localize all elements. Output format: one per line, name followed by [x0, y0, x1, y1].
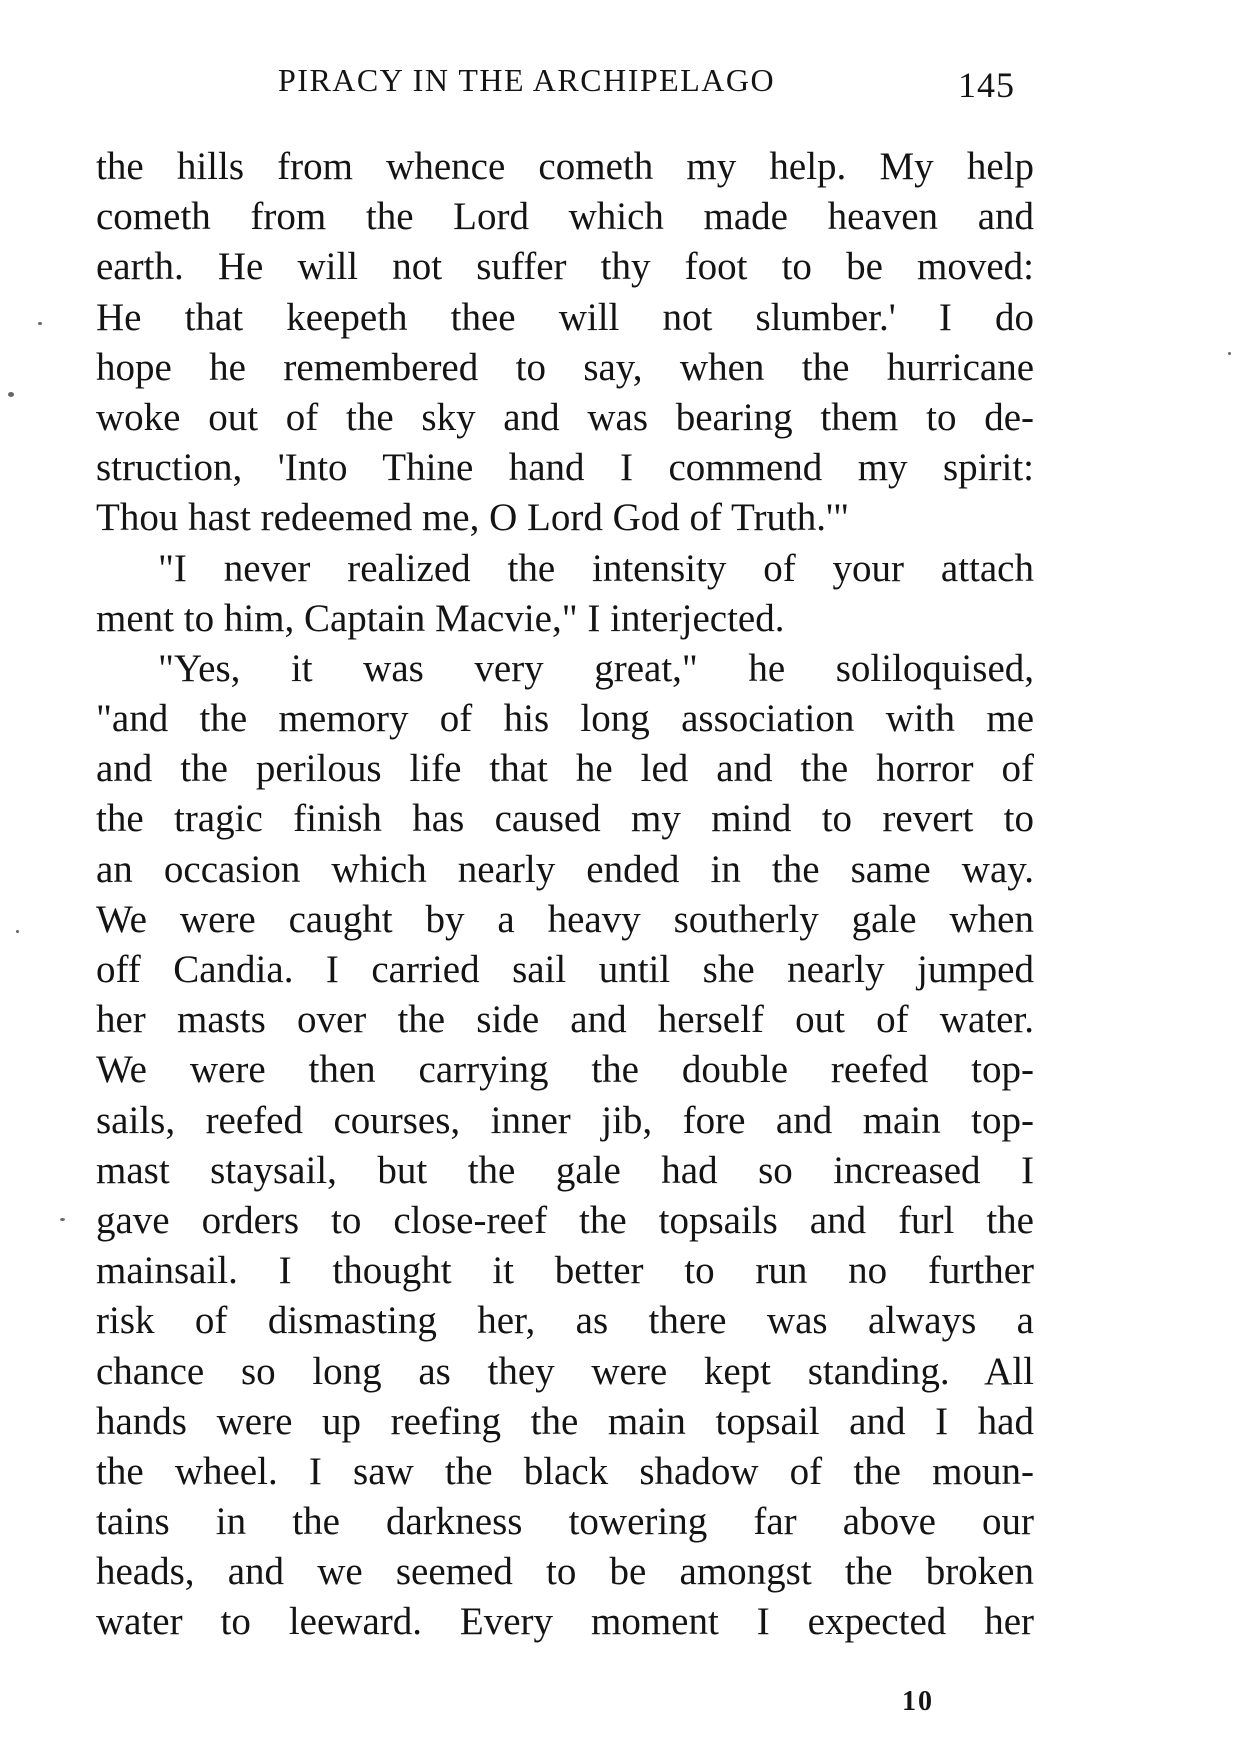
paragraph-first-line: "Yes, it was very great," he soliloquised, [158, 646, 1034, 690]
text-line: risk of dismasting her, as there was always a [96, 1299, 1034, 1343]
text-line: He that keepeth thee will not slumber.' I do [96, 295, 1034, 339]
text-line: an occasion which nearly ended in the same way. [96, 847, 1034, 891]
text-line: her masts over the side and herself out of water. [96, 998, 1034, 1042]
text-line: struction, 'Into Thine hand I commend my spirit: [96, 446, 1034, 490]
running-head-title: PIRACY IN THE ARCHIPELAGO [278, 62, 776, 98]
paragraph-first-line: "I never realized the intensity of your attach [158, 546, 1034, 590]
text-line: heads, and we seemed to be amongst the broken [96, 1550, 1034, 1594]
text-line: off Candia. I carried sail until she nearly jumped [96, 948, 1034, 991]
text-line: the hills from whence cometh my help. My help [96, 145, 1034, 188]
text-line: the wheel. I saw the black shadow of the moun- [96, 1449, 1034, 1493]
text-line: hope he remembered to say, when the hurricane [96, 345, 1034, 389]
body-text [96, 142, 1034, 1648]
text-line: tains in the darkness towering far above our [96, 1500, 1034, 1544]
text-line: We were then carrying the double reefed top- [96, 1048, 1034, 1092]
text-line: sails, reefed courses, inner jib, fore and main top- [96, 1098, 1034, 1142]
text-line: chance so long as they were kept standing. All [96, 1349, 1034, 1393]
text-line: earth. He will not suffer thy foot to be moved: [96, 245, 1034, 289]
text-line: gave orders to close-reef the topsails and furl the [96, 1198, 1034, 1242]
scan-speck [60, 1218, 65, 1221]
page-number: 145 [958, 65, 1015, 105]
text-line: mast staysail, but the gale had so increased I [96, 1148, 1034, 1192]
text-line: "and the memory of his long association with me [96, 697, 1034, 741]
text-line: hands were up reefing the main topsail and I had [96, 1399, 1034, 1443]
scan-speck [38, 322, 42, 325]
text-line: woke out of the sky and was bearing them to de- [96, 395, 1034, 439]
text-line: We were caught by a heavy southerly gale when [96, 897, 1034, 941]
text-line: Thou hast redeemed me, O Lord God of Truth.'" [96, 496, 849, 540]
text-line: cometh from the Lord which made heaven and [96, 195, 1034, 239]
text-line: ment to him, Captain Macvie," I interjected. [96, 596, 785, 640]
text-line: and the perilous life that he led and the horror of [96, 747, 1034, 791]
scan-speck [8, 392, 14, 397]
signature-mark: 10 [902, 1686, 934, 1717]
text-line: mainsail. I thought it better to run no further [96, 1249, 1034, 1293]
text-line: water to leeward. Every moment I expected her [96, 1600, 1034, 1644]
text-line: the tragic finish has caused my mind to revert to [96, 797, 1034, 841]
scan-speck [1228, 352, 1231, 355]
scan-speck [16, 930, 19, 933]
